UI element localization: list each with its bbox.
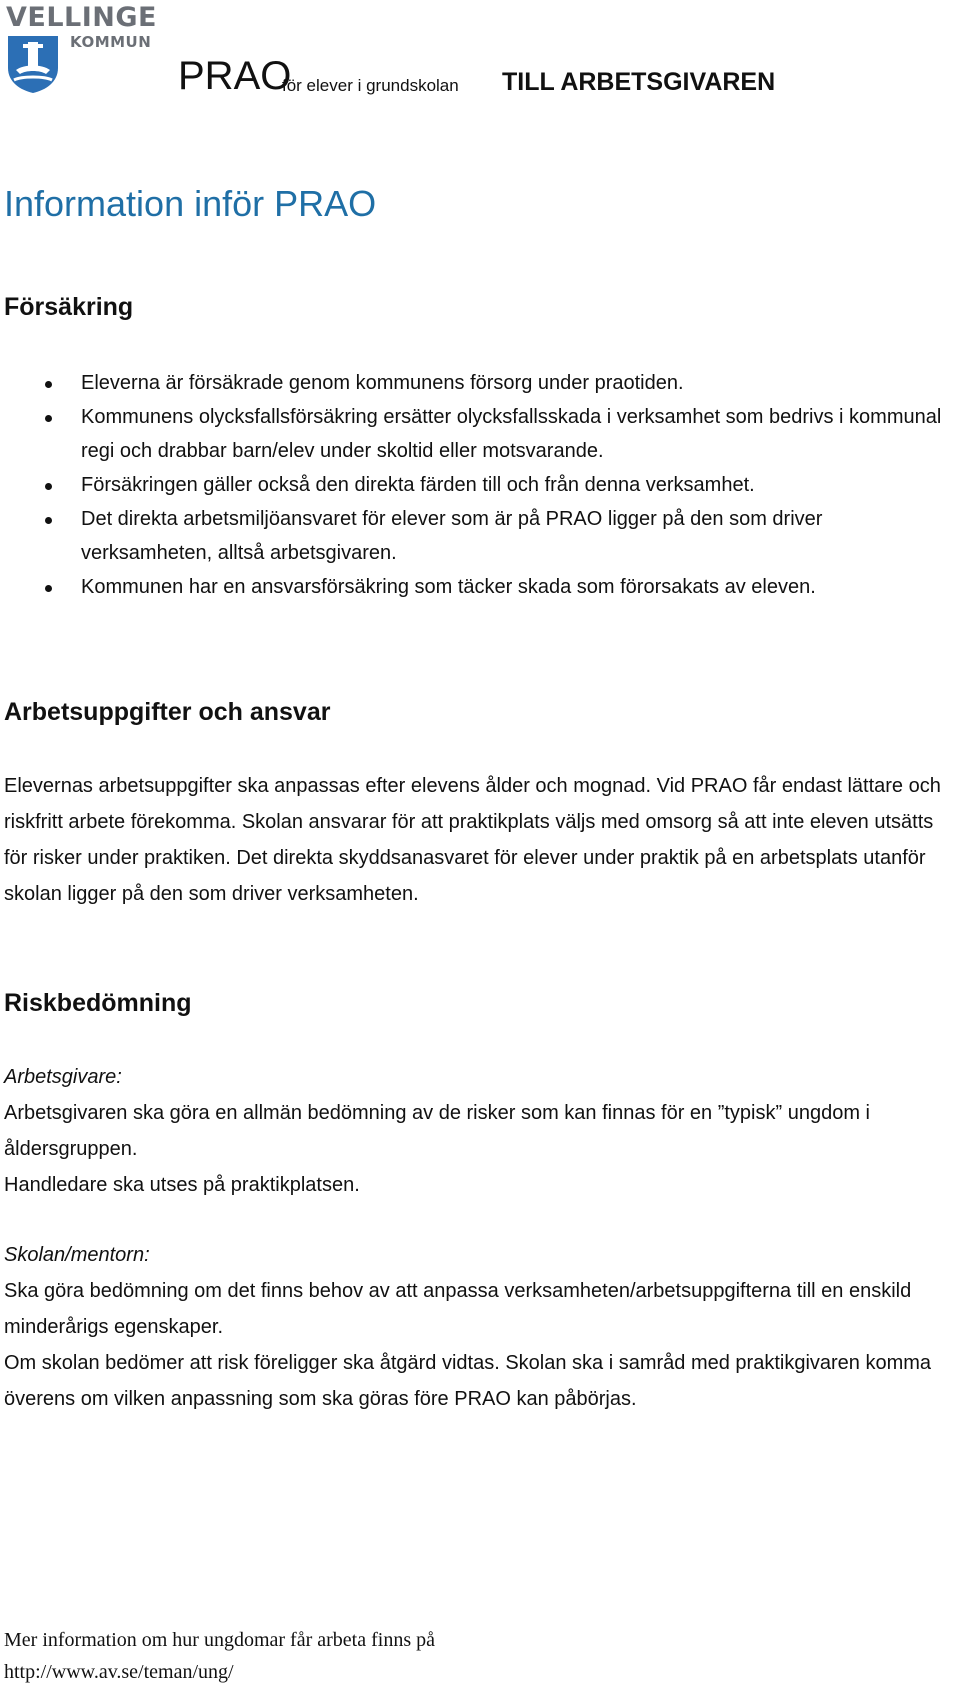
risk-heading: Riskbedömning (4, 989, 192, 1017)
footer-text: Mer information om hur ungdomar får arbeta finns på (4, 1629, 435, 1651)
supervisor-paragraph: Handledare ska utses på praktikplatsen. (4, 1174, 360, 1196)
insurance-bullet-list (4, 366, 954, 604)
bullet-icon (45, 517, 52, 524)
bullet-icon (45, 585, 52, 592)
bullet-icon (45, 381, 52, 388)
header-subtitle: för elever i grundskolan (282, 76, 459, 95)
school-label: Skolan/mentorn: (4, 1244, 150, 1266)
list-item: Det direkta arbetsmiljöansvaret för elever som är på PRAO ligger på den som driver verksamheten, alltså arbetsgivaren. (4, 502, 954, 570)
list-item: Eleverna är försäkrade genom kommunens försorg under praotiden. (4, 366, 954, 400)
insurance-heading: Försäkring (4, 293, 134, 321)
header-audience: TILL ARBETSGIVAREN (502, 68, 776, 96)
page-title: Information inför PRAO (4, 183, 377, 224)
tasks-paragraph: Elevernas arbetsuppgifter ska anpassas efter elevens ålder och mognad. Vid PRAO får endast lättare och riskfritt arbete förekomma. Skolan ansvarar för att praktikplats väljs med omsorg så att inte eleven utsätts för risker under praktiken. Det direkta skyddsanasvaret för elever under praktik på en arbetsplats utanför skolan ligger på den som driver verksamheten. (4, 775, 941, 905)
list-item: Försäkringen gäller också den direkta färden till och från denna verksamhet. (4, 468, 954, 502)
employer-label: Arbetsgivare: (4, 1066, 122, 1088)
logo-wordmark: VELLINGE (6, 2, 157, 33)
tasks-heading: Arbetsuppgifter och ansvar (4, 698, 331, 726)
list-item: Kommunen har en ansvarsförsäkring som täcker skada som förorsakats av eleven. (4, 570, 954, 604)
school-action-paragraph: Om skolan bedömer att risk föreligger ska åtgärd vidtas. Skolan ska i samråd med praktikgivaren komma överens om vilken anpassning som ska göras före PRAO kan påbörjas. (4, 1352, 932, 1410)
employer-paragraph: Arbetsgivaren ska göra en allmän bedömning av de risker som kan finnas för en ”typisk” ungdom i åldersgruppen. (4, 1102, 870, 1160)
school-paragraph: Ska göra bedömning om det finns behov av att anpassa verksamheten/arbetsuppgifterna till en enskild minderårigs egenskaper. (4, 1280, 912, 1338)
vellinge-logo (6, 2, 157, 94)
footer-link[interactable]: http://www.av.se/teman/ung/ (4, 1661, 234, 1683)
bullet-icon (45, 483, 52, 490)
coat-of-arms-icon (6, 34, 60, 94)
bullet-icon (45, 415, 52, 422)
footer (4, 1624, 604, 1688)
header-prao: PRAO (178, 54, 292, 98)
logo-subword: KOMMUN (70, 33, 152, 51)
list-item: Kommunens olycksfallsförsäkring ersätter olycksfallsskada i verksamhet som bedrivs i kommunal regi och drabbar barn/elev under skoltid eller motsvarande. (4, 400, 954, 468)
